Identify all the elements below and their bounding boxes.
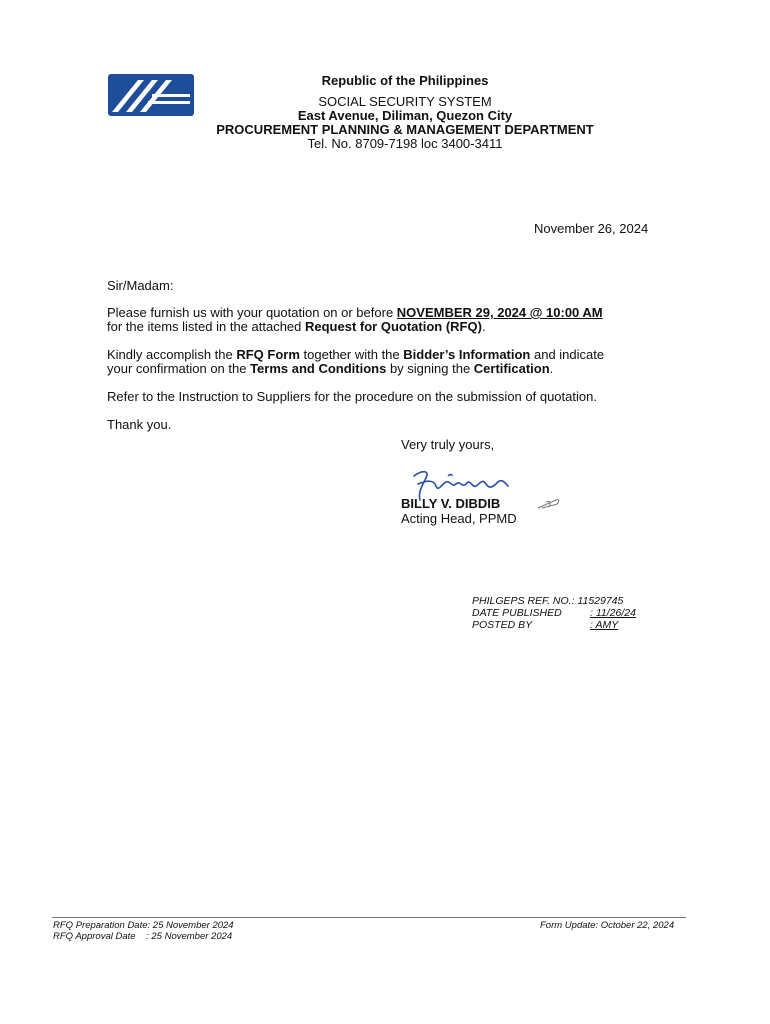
header-address: East Avenue, Diliman, Quezon City [297, 108, 513, 123]
deadline: NOVEMBER 29, 2024 @ 10:00 AM [396, 305, 603, 320]
header-agency: SOCIAL SECURITY SYSTEM [318, 94, 492, 109]
rfq-preparation-date: RFQ Preparation Date: 25 November 2024 [53, 920, 234, 931]
posted-by-value: : AMY [590, 619, 619, 631]
header-republic: Republic of the Philippines [321, 73, 489, 88]
paragraph-2-line-1: Kindly accomplish the RFQ Form together with the Bidder’s Information and indicate [107, 347, 605, 362]
salutation: Sir/Madam: [107, 278, 174, 293]
posted-by-label: POSTED BY [472, 619, 533, 631]
rfq-approval-date: RFQ Approval Date : 25 November 2024 [53, 931, 233, 942]
closing: Very truly yours, [401, 437, 495, 452]
date-published-label: DATE PUBLISHED [472, 607, 562, 619]
thank-you: Thank you. [107, 417, 172, 432]
header-department: PROCUREMENT PLANNING & MANAGEMENT DEPARTMENT [216, 122, 594, 137]
initials-icon [536, 496, 562, 512]
initials-mark [536, 496, 562, 512]
signatory-title: Acting Head, PPMD [401, 511, 517, 526]
date-published-value: : 11/26/24 [590, 607, 636, 619]
letter-date: November 26, 2024 [534, 221, 649, 236]
rfq-reference: Request for Quotation (RFQ) [305, 319, 482, 334]
form-update: Form Update: October 22, 2024 [540, 920, 675, 931]
header-tel: Tel. No. 8709-7198 loc 3400-3411 [307, 136, 503, 151]
paragraph-2-line-2: your confirmation on the Terms and Conditions by signing the Certification. [107, 361, 554, 376]
signatory-name: BILLY V. DIBDIB [401, 496, 501, 511]
philgeps-ref: PHILGEPS REF. NO.: 11529745 [472, 595, 624, 607]
paragraph-3: Refer to the Instruction to Suppliers for the procedure on the submission of quotation. [107, 389, 597, 404]
footer-rule [52, 917, 686, 918]
paragraph-1-line-2: for the items listed in the attached Request for Quotation (RFQ). [107, 319, 486, 334]
paragraph-1-line-1: Please furnish us with your quotation on or before NOVEMBER 29, 2024 @ 10:00 AM [107, 305, 603, 320]
